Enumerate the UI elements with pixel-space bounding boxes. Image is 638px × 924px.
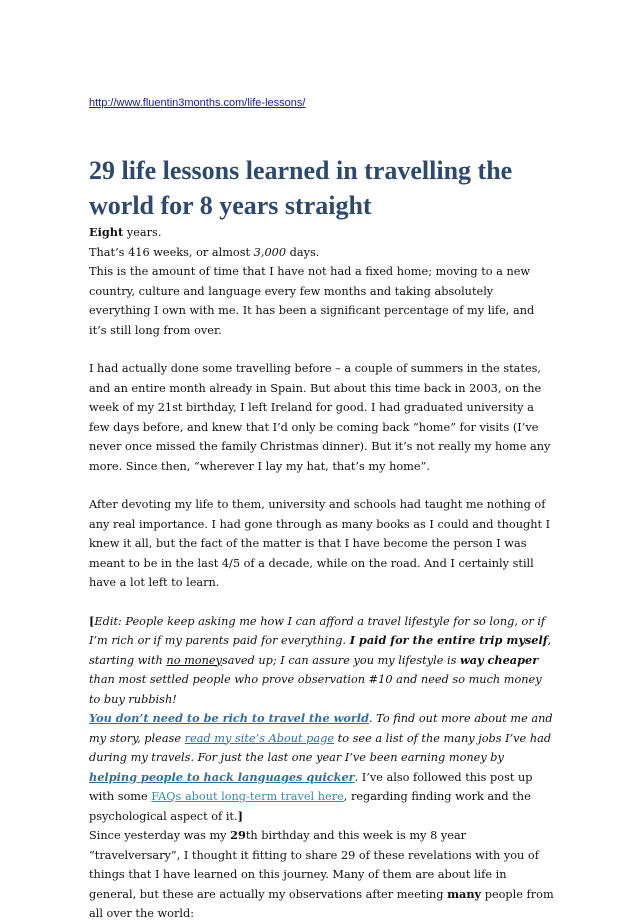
hack-languages-link[interactable]: helping people to hack languages quicker: [89, 769, 355, 784]
paragraph-university: After devoting my life to them, university and schools had taught me nothing of any real importance. I had gone through as many books as I could and thought I knew it all, but the fact of the matter is that I have become the person I was meant to be in the last 4/5 of a decade, while on the road. And I certainly still have a lot left to learn.: [89, 498, 551, 589]
paragraph-travelling-before: I had actually done some travelling before – a couple of summers in the states, and an entire month already in Spain. But about this time back in 2003, on the week of my 21st birthday, I left Ireland for good. I had graduated university a few days before, and knew that I’d only be coming back “home” for visits (I’ve never once missed the family Christmas dinner). But it’s not really my home any more. Since then, “wherever I lay my hat, that’s my home”.: [89, 362, 551, 473]
edit-text-j: . I’ve also followed this post up with some: [89, 770, 533, 803]
bracket-open: [: [89, 613, 95, 628]
bracket-close: ]: [237, 808, 243, 823]
edit-bold-cheaper: way cheaper: [459, 652, 539, 667]
bold-many: many: [447, 886, 482, 901]
faqs-travel-link[interactable]: FAQs about long-term travel here: [151, 790, 344, 803]
bold-eight: Eight: [89, 225, 124, 239]
edit-text-i: to see a list of the many jobs I’ve had during my travels. For just the last one year I’ve been earning money by: [89, 731, 552, 764]
text-years: years.: [123, 226, 162, 239]
paragraph-fixed-home: This is the amount of time that I have not had a fixed home; moving to a new country, culture and language every few months and taking absolutely everything I own with me. It has been a significant percentage of my life, and it’s still long from over.: [89, 265, 535, 337]
italic-3000: 3,000: [253, 245, 287, 259]
edit-bold-paid: I paid for the entire trip myself: [349, 633, 548, 647]
text-days: days.: [286, 245, 320, 259]
edit-underline-no-money: no money: [166, 653, 222, 667]
text-birthday: th birthday and this week is my 8 year “travelversary”, I thought it fitting to share 29 of these revelations with you of things that I have learned on this journey. Many of them are about life in general, but these are actually my observations after meeting: [89, 829, 539, 901]
edit-text-k: , regarding finding work and the psychological aspect of it.: [89, 790, 531, 823]
paragraph-eight-years: [89, 223, 554, 243]
edit-text-a: Edit: People keep asking me how I can afford a travel lifestyle for so long, or if I’m rich or if my parents paid for everything.: [89, 614, 546, 647]
edit-text-g: than most settled people who prove observation #10 and need so much money to buy rubbish!: [89, 673, 542, 706]
paragraph-birthday: [89, 826, 554, 924]
edit-text-e: saved up; I can assure you my lifestyle is: [221, 653, 460, 667]
paragraph-weeks: [89, 243, 554, 263]
article-title: [89, 153, 559, 223]
text-since-yesterday: Since yesterday was my: [89, 829, 231, 842]
about-page-link[interactable]: read my site’s About page: [184, 731, 335, 745]
source-url-link[interactable]: http://www.fluentin3months.com/life-lessons/: [89, 97, 306, 109]
text-people: people from all over the world:: [89, 887, 554, 920]
edit-text-h: . To find out more about me and my story, please: [89, 712, 553, 745]
title-line-2: world for 8 years straight: [89, 191, 372, 220]
title-line-1: 29 life lessons learned in travelling the: [89, 156, 513, 185]
bold-29: 29: [230, 828, 246, 842]
text-weeks: That’s 416 weeks, or almost: [89, 245, 254, 259]
edit-text-c: , starting with: [89, 634, 552, 667]
article-body: [89, 223, 554, 924]
rich-to-travel-link[interactable]: You don’t need to be rich to travel the world: [89, 711, 369, 725]
edit-note: [89, 612, 554, 827]
